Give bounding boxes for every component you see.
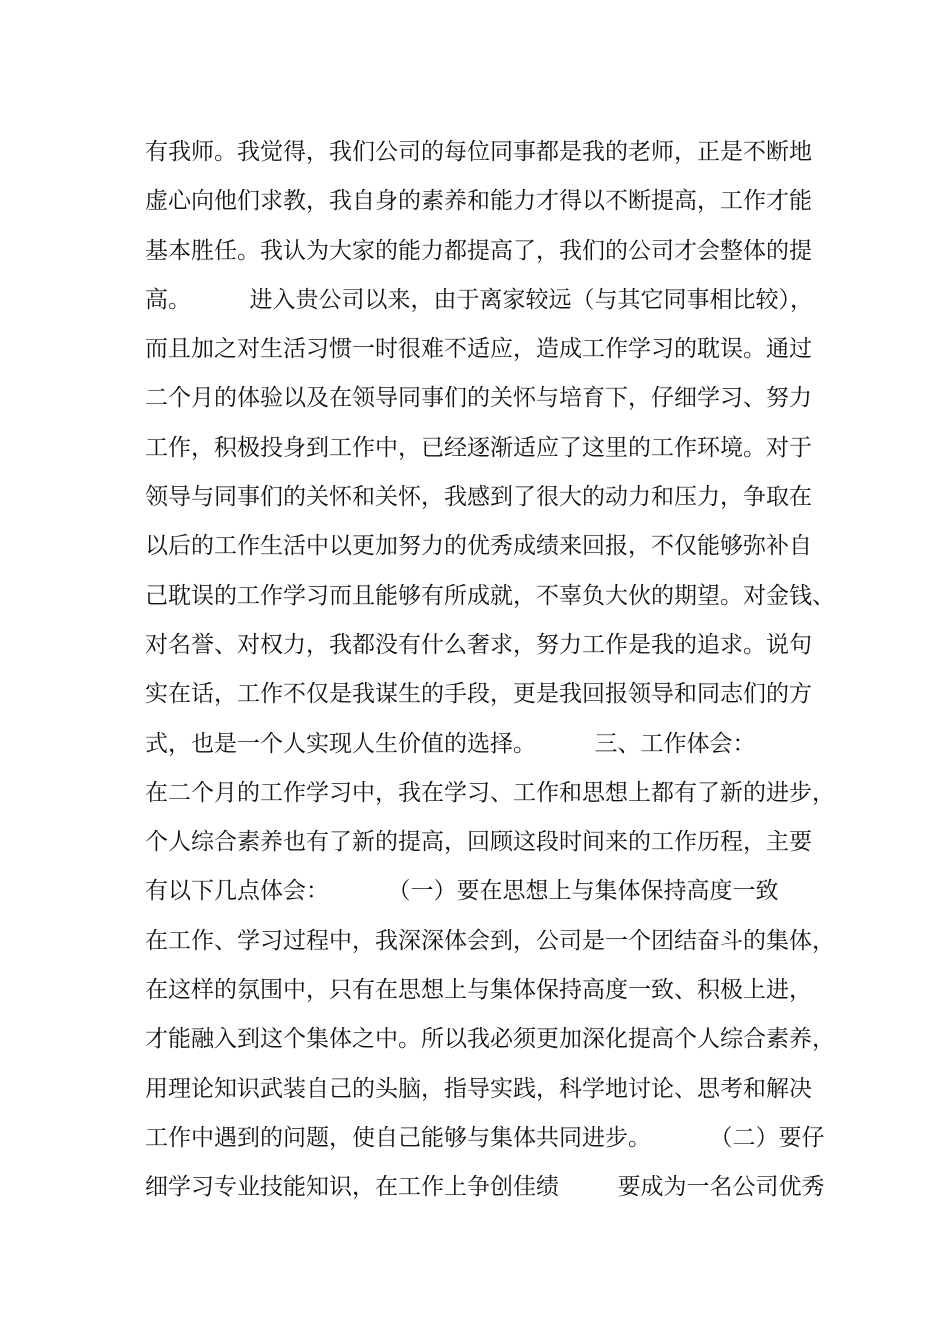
text-line: 有我师。我觉得，我们公司的每位同事都是我的老师，正是不断地 [145, 139, 812, 165]
text-line: 有以下几点体会： （一）要在思想上与集体保持高度一致 [145, 878, 779, 905]
text-line: 对名誉、对权力，我都没有什么奢求，努力工作是我的追求。说句 [145, 631, 812, 658]
text-line: 以后的工作生活中以更加努力的优秀成绩来回报，不仅能够弥补自 [145, 533, 812, 560]
text-line: 工作中遇到的问题，使自己能够与集体共同进步。 （二）要仔 [145, 1124, 825, 1151]
text-line: 细学习专业技能知识，在工作上争创佳绩 要成为一名公司优秀 [145, 1174, 825, 1201]
text-line: 在二个月的工作学习中，我在学习、工作和思想上都有了新的进步， [145, 779, 835, 806]
text-line: 在这样的氛围中，只有在思想上与集体保持高度一致、积极上进， [145, 977, 812, 1004]
text-line: 基本胜任。我认为大家的能力都提高了，我们的公司才会整体的提 [145, 237, 812, 264]
text-line: 才能融入到这个集体之中。所以我必须更加深化提高个人综合素养， [145, 1026, 835, 1053]
text-line: 式，也是一个人实现人生价值的选择。 三、工作体会： [145, 730, 756, 757]
text-line: 而且加之对生活习惯一时很难不适应，造成工作学习的耽误。通过 [145, 336, 812, 363]
text-line: 二个月的体验以及在领导同事们的关怀与培育下，仔细学习、努力 [145, 385, 812, 412]
text-line: 高。 进入贵公司以来，由于离家较远（与其它同事相比较）， [145, 286, 813, 313]
text-line: 实在话，工作不仅是我谋生的手段，更是我回报领导和同志们的方 [145, 681, 812, 708]
text-line: 己耽误的工作学习而且能够有所成就，不辜负大伙的期望。对金钱、 [145, 582, 835, 609]
text-line: 领导与同事们的关怀和关怀，我感到了很大的动力和压力，争取在 [145, 484, 812, 511]
text-line: 工作，积极投身到工作中，已经逐渐适应了这里的工作环境。对于 [145, 434, 812, 461]
text-line: 虚心向他们求教，我自身的素养和能力才得以不断提高，工作才能 [145, 188, 812, 215]
text-line: 在工作、学习过程中，我深深体会到，公司是一个团结奋斗的集体， [145, 927, 835, 954]
text-line: 用理论知识武装自己的头脑，指导实践，科学地讨论、思考和解决 [145, 1075, 812, 1102]
text-line: 个人综合素养也有了新的提高，回顾这段时间来的工作历程，主要 [145, 829, 812, 856]
document-body [145, 128, 835, 1213]
